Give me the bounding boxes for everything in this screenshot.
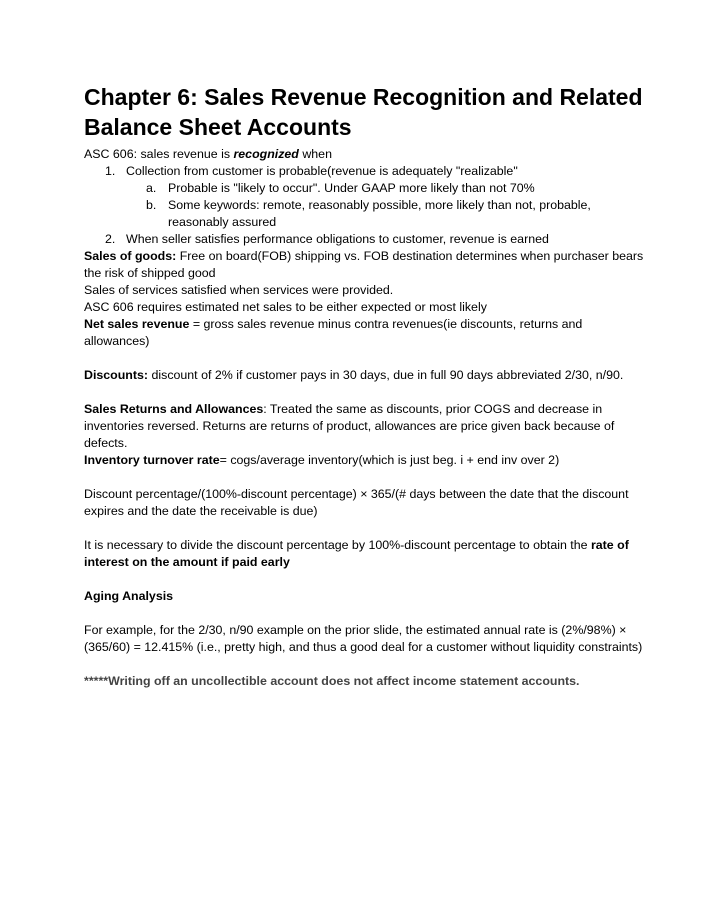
list-text: Some keywords: remote, reasonably possible, more likely than not, probable, reasonably assured [168,198,591,229]
necessary-paragraph [84,537,644,571]
inventory-turnover [84,452,644,469]
list-number: 1. [105,164,116,178]
list-item [84,163,644,180]
sales-of-services: Sales of services satisfied when services were provided. [84,283,394,297]
sales-returns-label: Sales Returns and Allowances [84,402,264,416]
net-sales-revenue [84,316,644,350]
discounts-text: discount of 2% if customer pays in 30 days, due in full 90 days abbreviated 2/30, n/90. [148,368,624,382]
list-text: When seller satisfies performance obligations to customer, revenue is earned [126,232,549,246]
sub-list-item [84,197,644,231]
writing-off-note [84,673,644,690]
discounts [84,367,644,384]
document-page [84,82,644,690]
discount-percentage: Discount percentage/(100%-discount percentage) × 365/(# days between the date that the discount expires and the date the receivable is due) [84,487,629,518]
aging-analysis-heading [84,588,644,605]
net-sales-text: = gross sales revenue minus contra revenues(ie discounts, returns and allowances) [84,317,583,348]
writing-off-text: *****Writing off an uncollectible account does not affect income statement accounts. [84,674,580,688]
aging-analysis-label: Aging Analysis [84,589,174,603]
list-item [84,231,644,248]
asc606-prefix: ASC 606: sales revenue is [84,147,234,161]
sales-returns [84,401,644,452]
sales-of-goods-text: Free on board(FOB) shipping vs. FOB destination determines when purchaser bears the risk of shipped good [84,249,644,280]
list-text: Probable is "likely to occur". Under GAAP more likely than not 70% [168,181,535,195]
recognized-emphasis: recognized [233,147,299,161]
list-letter: a. [146,181,157,195]
asc606-estimate: ASC 606 requires estimated net sales to be either expected or most likely [84,300,487,314]
inventory-turnover-text: = cogs/average inventory(which is just beg. i + end inv over 2) [219,453,560,467]
sales-of-goods [84,248,644,282]
sub-list-item [84,180,644,197]
page-title: Chapter 6: Sales Revenue Recognition and Related Balance Sheet Accounts [84,84,643,140]
net-sales-label: Net sales revenue [84,317,190,331]
necessary-text: It is necessary to divide the discount percentage by 100%-discount percentage to obtain the [84,538,591,552]
list-letter: b. [146,198,157,212]
sales-returns-text: : Treated the same as discounts, prior COGS and decrease in inventories reversed. Returns are returns of product, allowances are price given back because of defects. [84,402,615,450]
discounts-label: Discounts: [84,368,149,382]
rate-of-interest: rate of interest on the amount if paid early [84,538,629,569]
list-text: Collection from customer is probable(revenue is adequately "realizable" [126,164,518,178]
asc606-line [84,146,644,163]
sales-of-goods-label: Sales of goods: [84,249,177,263]
inventory-turnover-label: Inventory turnover rate [84,453,220,467]
list-number: 2. [105,232,116,246]
example-paragraph: For example, for the 2/30, n/90 example on the prior slide, the estimated annual rate is (2%/98%) × (365/60) = 12.415% (i.e., pretty high, and thus a good deal for a customer without liquidity constraints) [84,623,643,654]
asc606-suffix: when [298,147,332,161]
